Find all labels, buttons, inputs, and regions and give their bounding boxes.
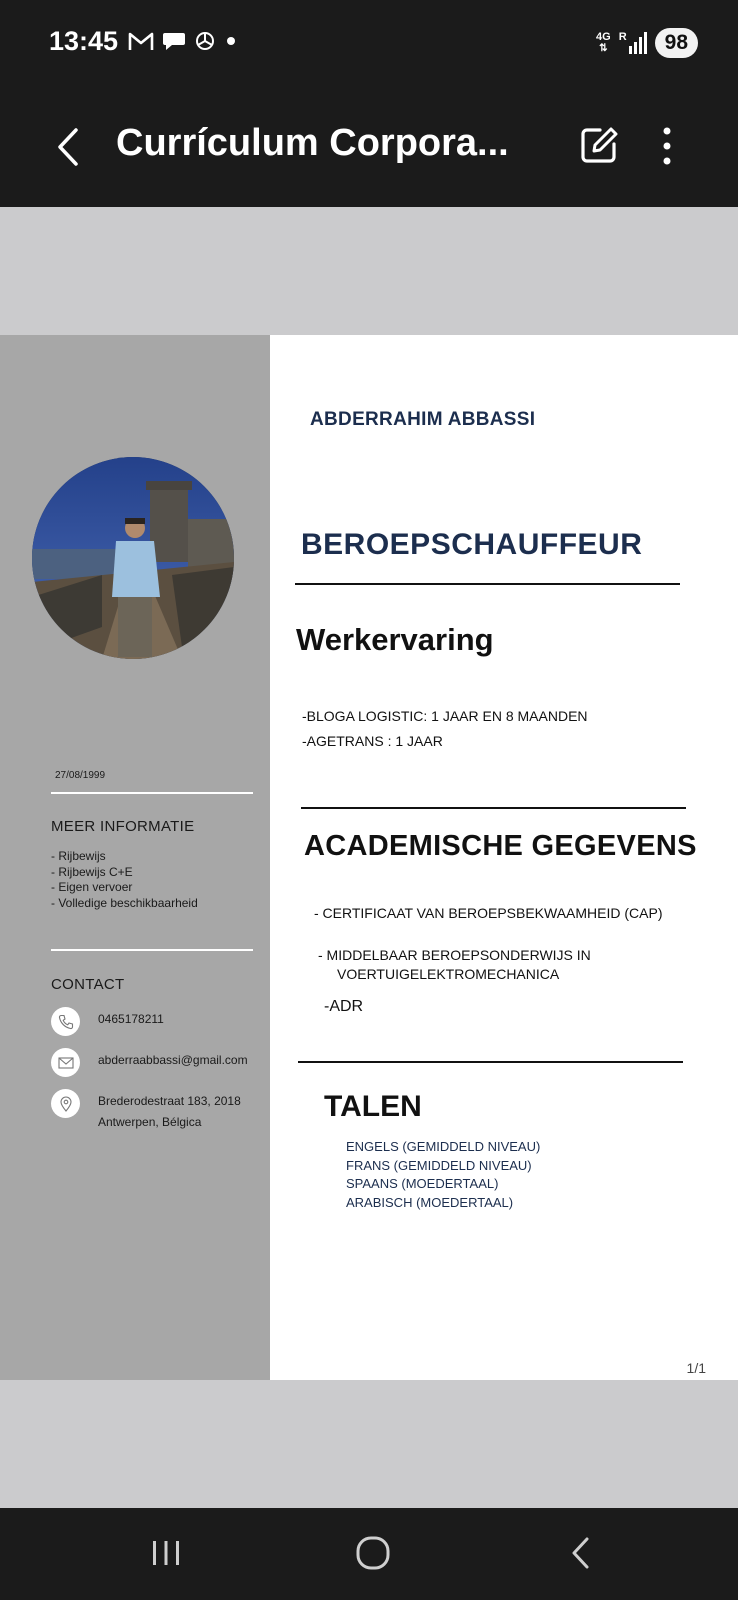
contact-heading: CONTACT (51, 976, 125, 993)
cv-sidebar (0, 335, 270, 1380)
list-item: ARABISCH (MOEDERTAAL) (346, 1194, 514, 1210)
recent-apps-button[interactable] (141, 1530, 191, 1576)
phone-icon (51, 1007, 80, 1036)
notification-icons (128, 30, 238, 52)
academic-heading: ACADEMISCHE GEGEVENS (304, 830, 697, 862)
contact-phone (51, 1007, 164, 1036)
languages-list (346, 1138, 540, 1212)
signal-icon (629, 32, 647, 54)
location-pin-icon (51, 1089, 80, 1118)
email-address: abderraabbassi@gmail.com (98, 1053, 248, 1067)
work-heading: Werkervaring (296, 622, 494, 657)
page-indicator: 1/1 (686, 1360, 706, 1376)
roaming-indicator: R (619, 32, 647, 54)
phone-number: 0465178211 (98, 1012, 164, 1026)
work-list (302, 704, 588, 754)
sidebar-divider (51, 792, 253, 794)
app-bar (0, 88, 738, 207)
chat-icon (162, 30, 186, 52)
more-info-list (51, 849, 198, 911)
list-item: - Volledige beschikbaarheid (51, 895, 198, 910)
status-bar (0, 0, 738, 88)
more-info-heading: MEER INFORMATIE (51, 818, 195, 835)
back-icon (566, 1535, 596, 1571)
dot-icon (224, 34, 238, 48)
list-item: SPAANS (MOEDERTAAL) (346, 1176, 499, 1191)
contact-email (51, 1048, 248, 1077)
back-button[interactable] (48, 122, 88, 172)
mail-icon (51, 1048, 80, 1077)
home-button[interactable] (348, 1530, 398, 1576)
sidebar-divider (51, 949, 253, 951)
list-item: ENGELS (GEMIDDELD NIVEAU) (346, 1139, 541, 1154)
profile-photo (32, 457, 234, 659)
contact-address (51, 1089, 241, 1133)
more-options-button[interactable] (652, 124, 682, 168)
list-item: - Rijbewijs C+E (51, 864, 133, 879)
battery-indicator: 98 (655, 28, 698, 58)
list-item: -AGETRANS : 1 JAAR (302, 733, 443, 749)
network-indicator: 4G ⇅ (596, 31, 611, 54)
list-item: FRANS (GEMIDDELD NIVEAU) (346, 1157, 532, 1173)
system-icons (596, 28, 698, 58)
more-vert-icon (652, 124, 682, 168)
edit-icon (578, 124, 620, 166)
section-divider (295, 583, 680, 585)
academic-item: -ADR (324, 998, 364, 1015)
section-divider (301, 807, 686, 809)
cv-main (270, 335, 738, 1380)
recents-icon (149, 1537, 183, 1569)
gmail-icon (128, 30, 154, 52)
section-divider (298, 1061, 683, 1063)
document-title: Currículum Corpora... (116, 122, 509, 164)
academic-item: - CERTIFICAAT VAN BEROEPSBEKWAAMHEID (CAP) (314, 905, 663, 921)
list-item: - Eigen vervoer (51, 880, 133, 894)
job-title: BEROEPSCHAUFFEUR (301, 528, 643, 561)
back-arrow-icon (48, 122, 88, 172)
system-back-button[interactable] (556, 1530, 606, 1576)
openai-icon (194, 30, 216, 52)
languages-heading: TALEN (324, 1090, 422, 1123)
list-item: - Rijbewijs (51, 849, 106, 863)
address: Brederodestraat 183, 2018 Antwerpen, Bélgica (98, 1094, 241, 1129)
status-time: 13:45 (49, 26, 119, 56)
edit-button[interactable] (578, 124, 620, 166)
date-of-birth: 27/08/1999 (55, 770, 106, 781)
navigation-bar (0, 1508, 738, 1600)
list-item: -BLOGA LOGISTIC: 1 JAAR EN 8 MAANDEN (302, 708, 588, 724)
candidate-name: ABDERRAHIM ABBASSI (310, 409, 536, 430)
home-icon (355, 1535, 391, 1571)
academic-item: - MIDDELBAAR BEROEPSONDERWIJS IN VOERTUIGELEKTROMECHANICA (318, 947, 591, 982)
cv-page (0, 335, 738, 1380)
